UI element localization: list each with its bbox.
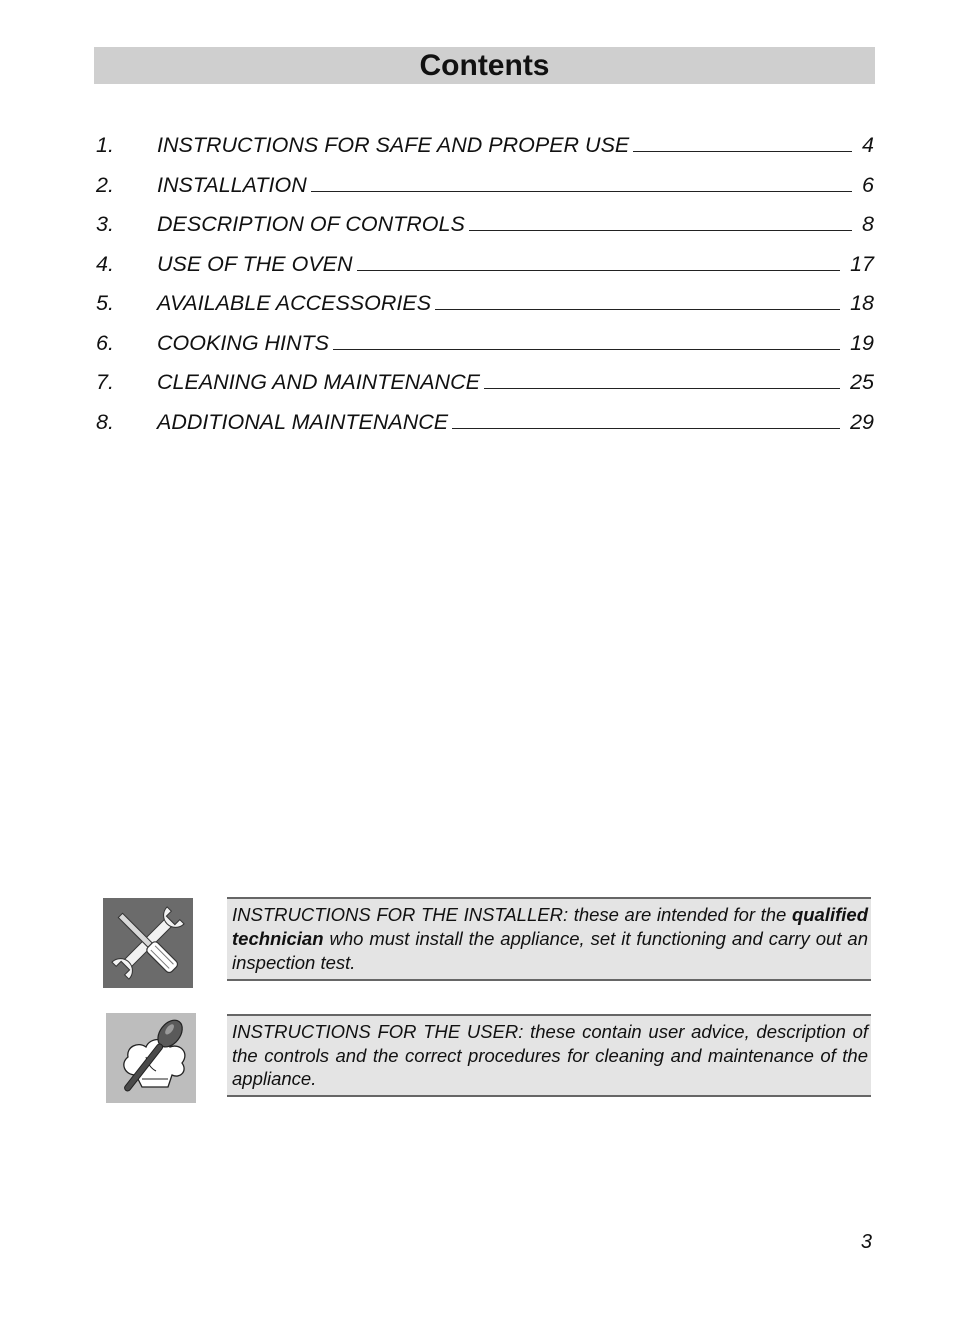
- toc-entry[interactable]: [96, 245, 874, 285]
- toc-entry-title: CLEANING AND MAINTENANCE: [157, 370, 480, 394]
- installer-instructions-note: [227, 897, 871, 981]
- toc-entry[interactable]: [96, 284, 874, 324]
- toc-entry[interactable]: [96, 126, 874, 166]
- toc-entry-number: 7.: [96, 370, 114, 394]
- toc-entry[interactable]: [96, 324, 874, 364]
- toc-leader-line: [452, 428, 840, 429]
- installer-note-text: INSTRUCTIONS FOR THE INSTALLER: these are intended for the: [232, 904, 792, 925]
- toc-entry-number: 1.: [96, 133, 114, 157]
- page-title: Contents: [419, 49, 550, 82]
- toc-entry-title: INSTALLATION: [157, 172, 307, 197]
- toc-leader-line: [311, 191, 852, 192]
- toc-entry-number: 6.: [96, 330, 114, 355]
- spoon-chef-hat-icon: [106, 1013, 196, 1103]
- toc-entry-title: COOKING HINTS: [157, 330, 330, 355]
- toc-entry[interactable]: [96, 363, 874, 403]
- toc-entry-number: 8.: [96, 409, 114, 434]
- toc-entry-title: INSTRUCTIONS FOR SAFE AND PROPER USE: [157, 133, 630, 157]
- toc-entry-page: 4: [862, 133, 874, 157]
- toc-entry-title: USE OF THE OVEN: [157, 251, 353, 276]
- toc-leader-line: [357, 270, 841, 271]
- installer-note-emphasis: qualified technician: [232, 904, 868, 949]
- toc-entry-number: 2.: [96, 172, 114, 197]
- user-instructions-note: [227, 1014, 871, 1097]
- toc-entry[interactable]: [96, 403, 874, 443]
- toc-leader-line: [333, 349, 840, 350]
- toc-leader-line: [484, 388, 840, 389]
- contents-title-bar: [94, 47, 875, 84]
- toc-entry-page: 17: [850, 251, 874, 276]
- toc-entry-page: 29: [850, 409, 874, 434]
- toc-entry-page: 18: [850, 291, 874, 315]
- toc-entry-page: 19: [850, 330, 874, 355]
- toc-entry-title: ADDITIONAL MAINTENANCE: [157, 409, 449, 434]
- toc-entry-page: 8: [862, 212, 874, 236]
- toc-entry[interactable]: [96, 205, 874, 245]
- toc-entry-title: AVAILABLE ACCESSORIES: [157, 291, 432, 315]
- toc-leader-line: [633, 151, 852, 152]
- toc-entry-number: 3.: [96, 212, 114, 236]
- user-note-text: INSTRUCTIONS FOR THE USER: these contain user advice, description of the controls and the correct procedures for cleaning and maintenance of the appliance.: [232, 1021, 868, 1089]
- toc-leader-line: [469, 230, 852, 231]
- toc-entry-page: 25: [850, 370, 874, 394]
- wrench-screwdriver-icon: [103, 898, 193, 988]
- page-number: 3: [860, 1231, 872, 1253]
- toc-entry-title: DESCRIPTION OF CONTROLS: [157, 212, 465, 236]
- installer-note-text-continued: who must install the appliance, set it functioning and carry out an inspection test.: [232, 928, 868, 973]
- toc-entry-number: 5.: [96, 291, 114, 315]
- toc-entry-page: 6: [862, 172, 874, 197]
- table-of-contents: [96, 126, 874, 442]
- toc-leader-line: [435, 309, 840, 310]
- toc-entry[interactable]: [96, 166, 874, 206]
- toc-entry-number: 4.: [96, 251, 114, 276]
